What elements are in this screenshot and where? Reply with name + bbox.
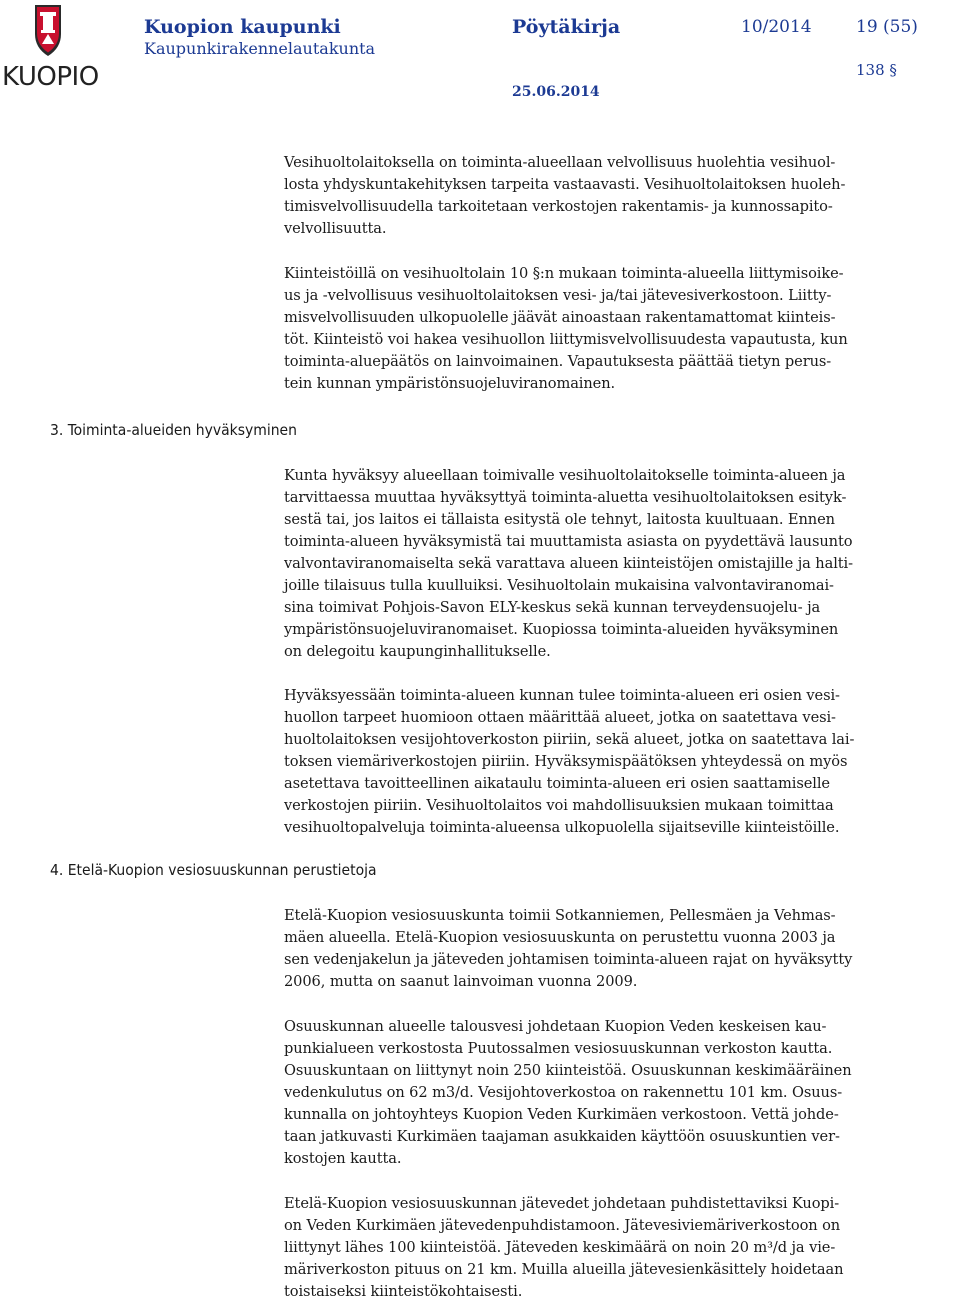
text-line: vesihuoltopalveluja toiminta-alueensa ulkopuolella sijaitseville kiinteistöille. bbox=[284, 819, 840, 836]
text-line: 2006, mutta on saanut lainvoiman vuonna 2009. bbox=[284, 973, 638, 990]
text-line: kunnalla on johtoyhteys Kuopion Veden Kurkimäen verkostoon. Vettä johde- bbox=[284, 1106, 839, 1123]
page-number: 19 (55) bbox=[856, 17, 918, 37]
text-line: Osuuskunnan alueelle talousvesi johdetaan Kuopion Veden keskeisen kau- bbox=[284, 1018, 827, 1035]
text-line: tarvittaessa muuttaa hyväksyttyä toiminta-aluetta vesihuoltolaitoksen esityk- bbox=[284, 489, 847, 506]
text-line: Vesihuoltolaitoksella on toiminta-alueellaan velvollisuus huolehtia vesihuol- bbox=[284, 154, 836, 171]
text-line: mäen alueella. Etelä-Kuopion vesiosuuskunta on perustettu vuonna 2003 ja bbox=[284, 929, 836, 946]
text-line: toiminta-aluepäätös on lainvoimainen. Vapautuksesta päättää tietyn perus- bbox=[284, 353, 832, 370]
text-line: sina toimivat Pohjois-Savon ELY-keskus sekä kunnan terveydensuojelu- ja bbox=[284, 599, 821, 616]
text-line: sestä tai, jos laitos ei tällaista esitystä ole tehnyt, laitosta kuultuaan. Ennen bbox=[284, 511, 835, 528]
text-line: misvelvollisuuden ulkopuolelle jäävät ainoastaan rakentamattomat kiinteis- bbox=[284, 309, 836, 326]
logo-wordmark: KUOPIO bbox=[2, 62, 99, 92]
meeting-date: 25.06.2014 bbox=[512, 84, 600, 100]
text-line: tein kunnan ympäristönsuojeluviranomainen. bbox=[284, 375, 616, 392]
text-line: kostojen kautta. bbox=[284, 1150, 402, 1167]
text-line: töt. Kiinteistö voi hakea vesihuollon liittymisvelvollisuudesta vapautusta, kun bbox=[284, 331, 848, 348]
text-line: huoltolaitoksen vesijohtoverkoston piiriin, sekä alueet, jotka on saatettava lai- bbox=[284, 731, 855, 748]
paragraph-2 bbox=[284, 263, 952, 395]
document-type: Pöytäkirja bbox=[512, 16, 621, 38]
text-line: liittynyt lähes 100 kiinteistöä. Jäteveden keskimäärä on noin 20 m³/d ja vie- bbox=[284, 1239, 836, 1256]
document-number: 10/2014 bbox=[741, 17, 812, 37]
text-line: timisvelvollisuudella tarkoitetaan verkostojen rakentamis- ja kunnossapito- bbox=[284, 198, 833, 215]
text-line: sen vedenjakelun ja jäteveden johtamisen toiminta-alueen rajat on hyväksytty bbox=[284, 951, 853, 968]
text-line: Etelä-Kuopion vesiosuuskunta toimii Sotkanniemen, Pellesmäen ja Vehmas- bbox=[284, 907, 836, 924]
text-line: toistaiseksi kiinteistökohtaisesti. bbox=[284, 1283, 523, 1300]
text-line: on Veden Kurkimäen jätevedenpuhdistamoon. Jätevesiviemäriverkostoon on bbox=[284, 1217, 841, 1234]
text-line: märiverkoston pituus on 21 km. Muilla alueilla jätevesienkäsittely hoidetaan bbox=[284, 1261, 844, 1278]
organization-name: Kuopion kaupunki bbox=[144, 16, 341, 38]
text-line: us ja -velvollisuus vesihuoltolaitoksen vesi- ja/tai jätevesiverkostoon. Liitty- bbox=[284, 287, 832, 304]
text-line: ympäristönsuojeluviranomaiset. Kuopiossa toiminta-alueiden hyväksyminen bbox=[284, 621, 839, 638]
text-line: huollon tarpeet huomioon ottaen määrittää alueet, jotka on saatettava vesi- bbox=[284, 709, 836, 726]
paragraph-3 bbox=[284, 465, 952, 663]
paragraph-1 bbox=[284, 152, 952, 240]
paragraph-7 bbox=[284, 1193, 952, 1303]
city-coat-of-arms-icon bbox=[34, 4, 62, 58]
kuopio-logo bbox=[2, 4, 98, 96]
text-line: losta yhdyskuntakehityksen tarpeita vastaavasti. Vesihuoltolaitoksen huoleh- bbox=[284, 176, 846, 193]
text-line: velvollisuutta. bbox=[284, 220, 387, 237]
paragraph-5 bbox=[284, 905, 952, 993]
text-line: vedenkulutus on 62 m3/d. Vesijohtoverkostoa on rakennettu 101 km. Osuus- bbox=[284, 1084, 843, 1101]
paragraph-6 bbox=[284, 1016, 952, 1170]
text-line: verkostojen piiriin. Vesihuoltolaitos voi mahdollisuuksien mukaan toimittaa bbox=[284, 797, 834, 814]
text-line: punkialueen verkostosta Puutossalmen vesiosuuskunnan verkoston kautta. bbox=[284, 1040, 833, 1057]
section-heading-3: 3. Toiminta-alueiden hyväksyminen bbox=[50, 421, 297, 439]
text-line: Etelä-Kuopion vesiosuuskunnan jätevedet johdetaan puhdistettaviksi Kuopi- bbox=[284, 1195, 840, 1212]
text-line: Kiinteistöillä on vesihuoltolain 10 §:n mukaan toiminta-alueella liittymisoike- bbox=[284, 265, 844, 282]
text-line: valvontaviranomaiselta sekä varattava alueen kiinteistöjen omistajille ja halti- bbox=[284, 555, 853, 572]
text-line: toksen viemäriverkostojen piiriin. Hyväksymispäätöksen yhteydessä on myös bbox=[284, 753, 848, 770]
text-line: Osuuskuntaan on liittynyt noin 250 kiinteistöä. Osuuskunnan keskimääräinen bbox=[284, 1062, 852, 1079]
section-heading-4: 4. Etelä-Kuopion vesiosuuskunnan perustietoja bbox=[50, 861, 377, 879]
board-name: Kaupunkirakennelautakunta bbox=[144, 39, 376, 58]
section-number: 138 § bbox=[856, 61, 897, 79]
text-line: toiminta-alueen hyväksymistä tai muuttamista asiasta on pyydettävä lausunto bbox=[284, 533, 853, 550]
paragraph-4 bbox=[284, 685, 952, 839]
text-line: asetettava tavoitteellinen aikataulu toiminta-alueen eri osien saattamiselle bbox=[284, 775, 830, 792]
text-line: Kunta hyväksyy alueellaan toimivalle vesihuoltolaitokselle toiminta-alueen ja bbox=[284, 467, 846, 484]
text-line: joille tilaisuus tulla kuulluiksi. Vesihuoltolain mukaisina valvontaviranomai- bbox=[284, 577, 834, 594]
text-line: Hyväksyessään toiminta-alueen kunnan tulee toiminta-alueen eri osien vesi- bbox=[284, 687, 840, 704]
text-line: on delegoitu kaupunginhallitukselle. bbox=[284, 643, 551, 660]
text-line: taan jatkuvasti Kurkimäen taajaman asukkaiden käyttöön osuuskuntien ver- bbox=[284, 1128, 840, 1145]
